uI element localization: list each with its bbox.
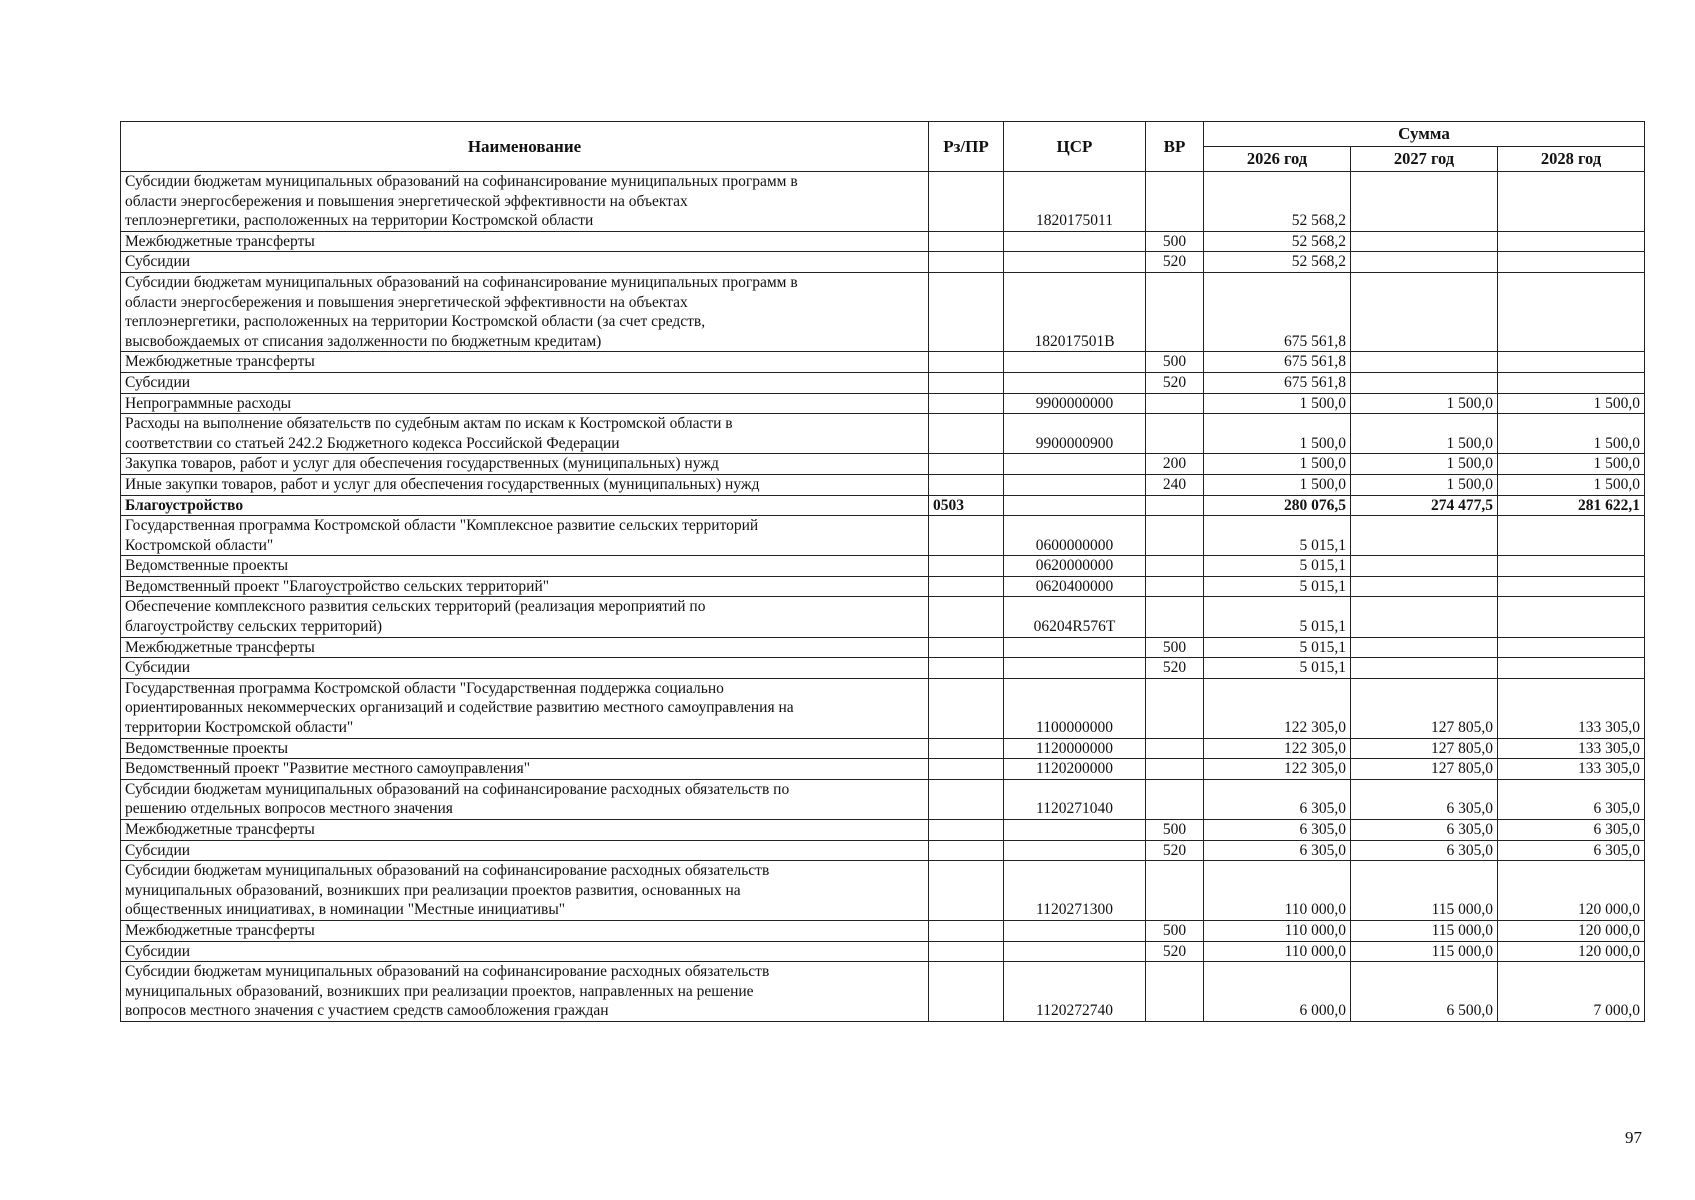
- row-name-line: Закупка товаров, работ и услуг для обеспечения государственных (муниципальных) нужд: [125, 455, 719, 473]
- row-csr: 182017501В: [1004, 272, 1146, 351]
- row-sum-2027: 127 805,0: [1351, 759, 1498, 780]
- row-vr: [1146, 678, 1204, 738]
- table-body: [121, 172, 1645, 1022]
- row-rz: [929, 231, 1004, 252]
- row-csr: [1004, 495, 1146, 516]
- row-vr: 500: [1146, 231, 1204, 252]
- row-name: [121, 779, 929, 819]
- row-name-line: вопросов местного значения с участием средств самообложения граждан: [125, 1002, 609, 1020]
- row-vr: [1146, 272, 1204, 351]
- table-row: [121, 495, 1645, 516]
- row-name-line: Межбюджетные трансферты: [125, 232, 315, 250]
- row-sum-2026: 1 500,0: [1204, 393, 1351, 414]
- row-vr: 500: [1146, 920, 1204, 941]
- header-sum: Сумма: [1204, 122, 1645, 147]
- row-name-line: Ведомственные проекты: [125, 557, 289, 575]
- row-name: [121, 172, 929, 232]
- row-sum-2028: [1498, 597, 1645, 637]
- row-name-line: ориентированных некоммерческих организаций и содействие развитию местного самоуправления на: [125, 699, 794, 717]
- row-sum-2028: 120 000,0: [1498, 920, 1645, 941]
- row-vr: [1146, 779, 1204, 819]
- row-name: [121, 352, 929, 373]
- row-vr: 520: [1146, 658, 1204, 679]
- row-name-line: территории Костромской области": [125, 719, 354, 737]
- row-vr: [1146, 597, 1204, 637]
- row-rz: [929, 474, 1004, 495]
- row-vr: [1146, 393, 1204, 414]
- table-row: [121, 637, 1645, 658]
- table-row: [121, 272, 1645, 351]
- table-row: [121, 597, 1645, 637]
- row-csr: [1004, 454, 1146, 475]
- row-name-line: Субсидии бюджетам муниципальных образований на софинансирование расходных обязательств: [125, 963, 770, 981]
- row-name-line: Субсидии: [125, 841, 191, 859]
- row-sum-2026: 122 305,0: [1204, 678, 1351, 738]
- row-name-line: благоустройству сельских территорий): [125, 618, 383, 636]
- row-name-line: Межбюджетные трансферты: [125, 821, 315, 838]
- row-name-line: Благоустройство: [125, 496, 244, 514]
- row-sum-2026: 675 561,8: [1204, 272, 1351, 351]
- row-sum-2028: 7 000,0: [1498, 962, 1645, 1022]
- row-rz: [929, 759, 1004, 780]
- row-name-line: Субсидии: [125, 253, 191, 271]
- row-csr: 1100000000: [1004, 678, 1146, 738]
- row-name: [121, 252, 929, 273]
- table-row: [121, 941, 1645, 962]
- row-sum-2028: [1498, 556, 1645, 577]
- row-sum-2027: 6 305,0: [1351, 840, 1498, 861]
- row-sum-2026: 52 568,2: [1204, 172, 1351, 232]
- table-row: [121, 414, 1645, 454]
- row-sum-2028: [1498, 576, 1645, 597]
- row-sum-2027: 6 500,0: [1351, 962, 1498, 1022]
- table-row: [121, 920, 1645, 941]
- row-rz: [929, 516, 1004, 556]
- row-csr: [1004, 920, 1146, 941]
- row-csr: 0620000000: [1004, 556, 1146, 577]
- table-row: [121, 516, 1645, 556]
- row-csr: [1004, 941, 1146, 962]
- row-sum-2028: [1498, 658, 1645, 679]
- row-csr: [1004, 352, 1146, 373]
- row-sum-2027: [1351, 637, 1498, 658]
- row-sum-2027: [1351, 576, 1498, 597]
- row-sum-2026: 5 015,1: [1204, 637, 1351, 658]
- row-vr: 520: [1146, 840, 1204, 861]
- row-sum-2026: 1 500,0: [1204, 474, 1351, 495]
- row-rz: [929, 941, 1004, 962]
- row-sum-2027: 115 000,0: [1351, 861, 1498, 921]
- row-sum-2027: 115 000,0: [1351, 920, 1498, 941]
- row-name: [121, 678, 929, 738]
- table-row: [121, 779, 1645, 819]
- row-sum-2027: 127 805,0: [1351, 678, 1498, 738]
- page-number: 97: [1625, 1128, 1642, 1147]
- row-sum-2028: [1498, 172, 1645, 232]
- row-sum-2027: 115 000,0: [1351, 941, 1498, 962]
- header-vr: ВР: [1146, 122, 1204, 172]
- row-name: [121, 556, 929, 577]
- row-sum-2028: 1 500,0: [1498, 414, 1645, 454]
- row-name-line: Межбюджетные трансферты: [125, 921, 315, 939]
- row-name: [121, 272, 929, 351]
- row-rz: 0503: [929, 495, 1004, 516]
- row-name-line: Ведомственный проект "Благоустройство сельских территорий": [125, 577, 550, 595]
- row-sum-2026: 110 000,0: [1204, 941, 1351, 962]
- row-name: [121, 820, 929, 841]
- row-csr: 0600000000: [1004, 516, 1146, 556]
- row-sum-2028: 1 500,0: [1498, 474, 1645, 495]
- row-csr: [1004, 637, 1146, 658]
- table-row: [121, 738, 1645, 759]
- row-sum-2026: 675 561,8: [1204, 352, 1351, 373]
- row-csr: [1004, 840, 1146, 861]
- row-sum-2028: 133 305,0: [1498, 678, 1645, 738]
- row-sum-2027: 1 500,0: [1351, 454, 1498, 475]
- row-sum-2026: 110 000,0: [1204, 861, 1351, 921]
- row-sum-2028: 120 000,0: [1498, 861, 1645, 921]
- table-row: [121, 556, 1645, 577]
- row-name: [121, 637, 929, 658]
- row-name: [121, 414, 929, 454]
- row-sum-2028: 281 622,1: [1498, 495, 1645, 516]
- row-name-line: Ведомственный проект "Развитие местного самоуправления": [125, 760, 531, 778]
- row-sum-2028: [1498, 272, 1645, 351]
- table-row: [121, 372, 1645, 393]
- row-name: [121, 231, 929, 252]
- row-sum-2026: 5 015,1: [1204, 576, 1351, 597]
- row-sum-2026: 675 561,8: [1204, 372, 1351, 393]
- row-rz: [929, 637, 1004, 658]
- row-rz: [929, 678, 1004, 738]
- row-rz: [929, 454, 1004, 475]
- row-name-line: высвобождаемых от списания задолженности по бюджетным кредитам): [125, 332, 602, 350]
- row-csr: [1004, 658, 1146, 679]
- row-name-line: области энергосбережения и повышения энергетической эффективности на объектах: [125, 192, 688, 210]
- row-name: [121, 962, 929, 1022]
- row-name: [121, 941, 929, 962]
- row-sum-2026: 52 568,2: [1204, 231, 1351, 252]
- row-name-line: Расходы на выполнение обязательств по судебным актам по искам к Костромской области в: [125, 415, 733, 433]
- row-csr: [1004, 252, 1146, 273]
- row-csr: [1004, 231, 1146, 252]
- row-name-line: Государственная программа Костромской области "Государственная поддержка социально: [125, 679, 724, 697]
- row-sum-2026: 6 305,0: [1204, 779, 1351, 819]
- row-sum-2026: 52 568,2: [1204, 252, 1351, 273]
- row-sum-2026: 1 500,0: [1204, 414, 1351, 454]
- row-rz: [929, 414, 1004, 454]
- row-csr: [1004, 474, 1146, 495]
- row-name-line: теплоэнергетики, расположенных на территории Костромской области: [125, 212, 594, 230]
- row-vr: [1146, 861, 1204, 921]
- row-sum-2028: 133 305,0: [1498, 759, 1645, 780]
- row-name-line: Межбюджетные трансферты: [125, 638, 315, 656]
- row-sum-2027: 1 500,0: [1351, 393, 1498, 414]
- table-header: [121, 122, 1645, 172]
- row-sum-2026: 6 305,0: [1204, 820, 1351, 841]
- row-sum-2027: [1351, 352, 1498, 373]
- row-vr: [1146, 172, 1204, 232]
- row-vr: 520: [1146, 372, 1204, 393]
- table-row: [121, 840, 1645, 861]
- table-row: [121, 454, 1645, 475]
- row-sum-2028: [1498, 516, 1645, 556]
- row-sum-2027: 274 477,5: [1351, 495, 1498, 516]
- row-name-line: Непрограммные расходы: [125, 394, 292, 412]
- row-name-line: Субсидии: [125, 373, 191, 391]
- row-name-line: Обеспечение комплексного развития сельских территорий (реализация мероприятий по: [125, 598, 706, 616]
- row-sum-2026: 6 305,0: [1204, 840, 1351, 861]
- table-row: [121, 393, 1645, 414]
- row-sum-2028: 120 000,0: [1498, 941, 1645, 962]
- header-year-2026: 2026 год: [1204, 147, 1351, 172]
- row-name-line: общественных инициативах, в номинации "Местные инициативы": [125, 901, 566, 919]
- row-sum-2026: 6 000,0: [1204, 962, 1351, 1022]
- row-sum-2028: 1 500,0: [1498, 454, 1645, 475]
- row-name-line: Межбюджетные трансферты: [125, 353, 315, 371]
- row-sum-2027: 127 805,0: [1351, 738, 1498, 759]
- row-sum-2027: [1351, 597, 1498, 637]
- row-sum-2028: [1498, 637, 1645, 658]
- table-row: [121, 658, 1645, 679]
- row-sum-2028: [1498, 372, 1645, 393]
- row-rz: [929, 920, 1004, 941]
- row-name-line: Иные закупки товаров, работ и услуг для обеспечения государственных (муниципальных) нужд: [125, 475, 760, 493]
- row-vr: 520: [1146, 252, 1204, 273]
- row-sum-2027: [1351, 372, 1498, 393]
- row-sum-2027: 6 305,0: [1351, 779, 1498, 819]
- row-sum-2026: 5 015,1: [1204, 597, 1351, 637]
- table-row: [121, 576, 1645, 597]
- row-name: [121, 576, 929, 597]
- row-csr: 06204R576Т: [1004, 597, 1146, 637]
- row-name: [121, 861, 929, 921]
- row-vr: [1146, 576, 1204, 597]
- row-vr: 500: [1146, 352, 1204, 373]
- row-sum-2027: [1351, 172, 1498, 232]
- row-sum-2028: 6 305,0: [1498, 779, 1645, 819]
- row-csr: 1820175011: [1004, 172, 1146, 232]
- header-year-2027: 2027 год: [1351, 147, 1498, 172]
- row-csr: 1120000000: [1004, 738, 1146, 759]
- row-csr: 9900000000: [1004, 393, 1146, 414]
- table-row: [121, 759, 1645, 780]
- row-vr: [1146, 414, 1204, 454]
- header-name: Наименование: [121, 122, 929, 172]
- row-name-line: Субсидии бюджетам муниципальных образований на софинансирование муниципальных программ в: [125, 273, 798, 291]
- row-sum-2028: 133 305,0: [1498, 738, 1645, 759]
- row-rz: [929, 962, 1004, 1022]
- row-vr: 240: [1146, 474, 1204, 495]
- row-vr: 200: [1146, 454, 1204, 475]
- row-name: [121, 516, 929, 556]
- row-name: [121, 495, 929, 516]
- row-vr: 520: [1146, 941, 1204, 962]
- table-row: [121, 962, 1645, 1022]
- header-year-2028: 2028 год: [1498, 147, 1645, 172]
- row-name: [121, 372, 929, 393]
- table-row: [121, 861, 1645, 921]
- row-vr: 500: [1146, 637, 1204, 658]
- row-rz: [929, 738, 1004, 759]
- table-row: [121, 172, 1645, 232]
- row-sum-2028: [1498, 252, 1645, 273]
- row-vr: 500: [1146, 820, 1204, 841]
- row-sum-2028: 6 305,0: [1498, 840, 1645, 861]
- row-name-line: решению отдельных вопросов местного значения: [125, 800, 453, 818]
- row-csr: 9900000900: [1004, 414, 1146, 454]
- row-sum-2026: 5 015,1: [1204, 658, 1351, 679]
- row-vr: [1146, 516, 1204, 556]
- row-name: [121, 658, 929, 679]
- row-sum-2027: [1351, 231, 1498, 252]
- row-sum-2028: [1498, 231, 1645, 252]
- table-row: [121, 820, 1645, 841]
- row-sum-2028: [1498, 352, 1645, 373]
- row-rz: [929, 658, 1004, 679]
- row-rz: [929, 861, 1004, 921]
- row-name: [121, 920, 929, 941]
- row-name-line: Костромской области": [125, 536, 274, 554]
- row-rz: [929, 372, 1004, 393]
- row-name-line: Ведомственные проекты: [125, 739, 289, 757]
- row-sum-2026: 5 015,1: [1204, 516, 1351, 556]
- row-name: [121, 393, 929, 414]
- row-name-line: теплоэнергетики, расположенных на территории Костромской области (за счет средств,: [125, 313, 706, 331]
- row-sum-2027: 1 500,0: [1351, 474, 1498, 495]
- row-csr: [1004, 372, 1146, 393]
- row-csr: 1120200000: [1004, 759, 1146, 780]
- row-name-line: соответствии со статьей 242.2 Бюджетного кодекса Российской Федерации: [125, 434, 620, 452]
- row-rz: [929, 352, 1004, 373]
- row-rz: [929, 393, 1004, 414]
- row-sum-2026: 110 000,0: [1204, 920, 1351, 941]
- table-row: [121, 252, 1645, 273]
- row-sum-2028: 1 500,0: [1498, 393, 1645, 414]
- row-sum-2027: 1 500,0: [1351, 414, 1498, 454]
- row-rz: [929, 556, 1004, 577]
- row-vr: [1146, 962, 1204, 1022]
- row-sum-2027: [1351, 658, 1498, 679]
- row-rz: [929, 272, 1004, 351]
- row-name: [121, 759, 929, 780]
- row-name-line: муниципальных образований, возникших при реализации проектов, направленных на решение: [125, 982, 754, 1000]
- table-row: [121, 678, 1645, 738]
- row-rz: [929, 576, 1004, 597]
- row-sum-2026: 5 015,1: [1204, 556, 1351, 577]
- row-name-line: Субсидии: [125, 942, 191, 960]
- row-vr: [1146, 759, 1204, 780]
- row-sum-2026: 122 305,0: [1204, 759, 1351, 780]
- row-csr: 1120271040: [1004, 779, 1146, 819]
- row-name: [121, 597, 929, 637]
- row-rz: [929, 172, 1004, 232]
- row-sum-2027: 6 305,0: [1351, 820, 1498, 841]
- row-name-line: Субсидии: [125, 659, 191, 677]
- row-name-line: области энергосбережения и повышения энергетической эффективности на объектах: [125, 293, 688, 311]
- row-sum-2027: [1351, 556, 1498, 577]
- row-rz: [929, 779, 1004, 819]
- row-csr: 1120271300: [1004, 861, 1146, 921]
- row-name-line: Государственная программа Костромской области "Комплексное развитие сельских территорий: [125, 517, 759, 535]
- row-csr: 1120272740: [1004, 962, 1146, 1022]
- budget-table: [120, 121, 1645, 1022]
- row-name: [121, 840, 929, 861]
- row-rz: [929, 840, 1004, 861]
- header-rz: Рз/ПР: [929, 122, 1004, 172]
- row-name: [121, 474, 929, 495]
- table-row: [121, 352, 1645, 373]
- row-vr: [1146, 556, 1204, 577]
- row-sum-2027: [1351, 516, 1498, 556]
- row-sum-2027: [1351, 272, 1498, 351]
- row-rz: [929, 252, 1004, 273]
- row-name: [121, 454, 929, 475]
- row-rz: [929, 597, 1004, 637]
- row-name: [121, 738, 929, 759]
- row-name-line: Субсидии бюджетам муниципальных образований на софинансирование расходных обязательств по: [125, 780, 790, 798]
- row-sum-2026: 280 076,5: [1204, 495, 1351, 516]
- header-csr: ЦСР: [1004, 122, 1146, 172]
- row-name-line: Субсидии бюджетам муниципальных образований на софинансирование расходных обязательств: [125, 862, 770, 880]
- row-vr: [1146, 738, 1204, 759]
- row-rz: [929, 820, 1004, 841]
- row-csr: [1004, 820, 1146, 841]
- row-sum-2028: 6 305,0: [1498, 820, 1645, 841]
- row-csr: 0620400000: [1004, 576, 1146, 597]
- row-name-line: муниципальных образований, возникших при реализации проектов развития, основанных на: [125, 881, 741, 899]
- row-sum-2027: [1351, 252, 1498, 273]
- row-name-line: Субсидии бюджетам муниципальных образований на софинансирование муниципальных программ в: [125, 173, 798, 190]
- row-sum-2026: 1 500,0: [1204, 454, 1351, 475]
- table-row: [121, 474, 1645, 495]
- row-vr: [1146, 495, 1204, 516]
- row-sum-2026: 122 305,0: [1204, 738, 1351, 759]
- table-row: [121, 231, 1645, 252]
